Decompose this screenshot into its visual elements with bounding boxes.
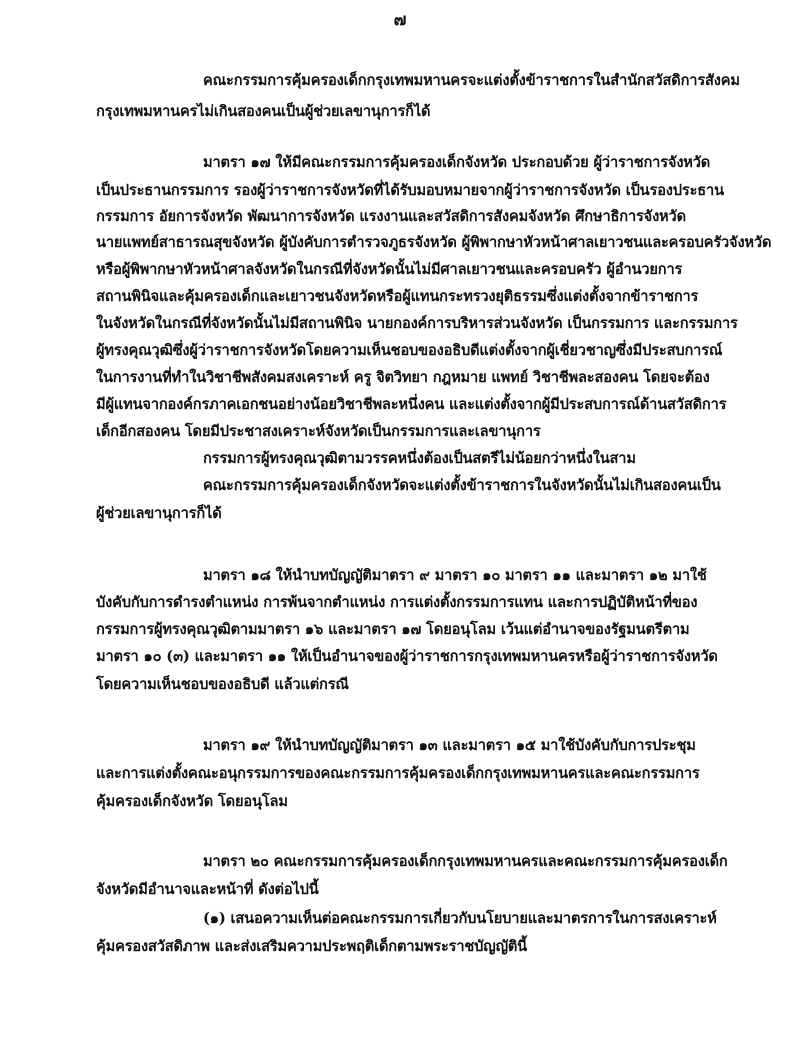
section-19-line-1: มาตรา ๑๙ ให้นำบทบัญญัติมาตรา ๑๓ และมาตรา ๑๕ มาใช้บังคับกับการประชุม: [203, 737, 696, 754]
section-17-line-11: เด็กอีกสองคน โดยมีประชาสงเคราะห์จังหวัดเป็นกรรมการและเลขานุการ: [96, 423, 541, 440]
assistant-secretary-line-2: ผู้ช่วยเลขานุการก็ได้: [96, 505, 222, 522]
section-20-line-1: มาตรา ๒๐ คณะกรรมการคุ้มครองเด็กกรุงเทพมหานครและคณะกรรมการคุ้มครองเด็ก: [203, 853, 728, 870]
section-18-line-2: บังคับกับการดำรงตำแหน่ง การพ้นจากตำแหน่ง การแต่งตั้งกรรมการแทน และการปฏิบัติหน้าที่ของ: [96, 594, 698, 611]
section-17-line-5: หรือผู้พิพากษาหัวหน้าศาลจังหวัดในกรณีที่จังหวัดนั้นไม่มีศาลเยาวชนและครอบครัว ผู้อำนวยการ: [96, 261, 683, 278]
section-20-line-2: จังหวัดมีอำนาจและหน้าที่ ดังต่อไปนี้: [96, 881, 319, 898]
section-17-line-8: ผู้ทรงคุณวุฒิซึ่งผู้ว่าราชการจังหวัดโดยความเห็นชอบของอธิบดีแต่งตั้งจากผู้เชี่ยวชาญซึ่งมีประสบการณ์: [96, 342, 723, 359]
page-number: ๗: [393, 10, 407, 30]
section-18-line-1: มาตรา ๑๘ ให้นำบทบัญญัติมาตรา ๙ มาตรา ๑๐ มาตรา ๑๑ และมาตรา ๑๒ มาใช้: [203, 567, 707, 584]
section-17-line-6: สถานพินิจและคุ้มครองเด็กและเยาวชนจังหวัดหรือผู้แทนกระทรวงยุติธรรมซึ่งแต่งตั้งจากข้าราชการ: [96, 288, 699, 305]
section-18-line-5: โดยความเห็นชอบของอธิบดี แล้วแต่กรณี: [96, 676, 349, 693]
section-17-line-1: มาตรา ๑๗ ให้มีคณะกรรมการคุ้มครองเด็กจังหวัด ประกอบด้วย ผู้ว่าราชการจังหวัด: [203, 154, 711, 171]
section-17-line-4: นายแพทย์สาธารณสุขจังหวัด ผู้บังคับการตำรวจภูธรจังหวัด ผู้พิพากษาหัวหน้าศาลเยาวชนและครอบครัวจังหวัด: [96, 234, 772, 251]
duty-1-line-1: (๑) เสนอความเห็นต่อคณะกรรมการเกี่ยวกับนโยบายและมาตรการในการสงเคราะห์: [203, 910, 717, 927]
paragraph-1-line-2: กรุงเทพมหานครไม่เกินสองคนเป็นผู้ช่วยเลขานุการก็ได้: [96, 103, 431, 120]
section-18-line-4: มาตรา ๑๐ (๓) และมาตรา ๑๑ ให้เป็นอำนาจของผู้ว่าราชการกรุงเทพมหานครหรือผู้ว่าราชการจังหวัด: [96, 648, 718, 665]
section-18-line-3: กรรมการผู้ทรงคุณวุฒิตามมาตรา ๑๖ และมาตรา ๑๗ โดยอนุโลม เว้นแต่อำนาจของรัฐมนตรีตาม: [96, 621, 690, 638]
female-quota-line: กรรมการผู้ทรงคุณวุฒิตามวรรคหนึ่งต้องเป็นสตรีไม่น้อยกว่าหนึ่งในสาม: [203, 450, 636, 467]
assistant-secretary-line-1: คณะกรรมการคุ้มครองเด็กจังหวัดจะแต่งตั้งข้าราชการในจังหวัดนั้นไม่เกินสองคนเป็น: [203, 477, 721, 494]
paragraph-1-line-1: คณะกรรมการคุ้มครองเด็กกรุงเทพมหานครจะแต่งตั้งข้าราชการในสำนักสวัสดิการสังคม: [203, 72, 740, 89]
section-19-line-3: คุ้มครองเด็กจังหวัด โดยอนุโลม: [96, 793, 288, 810]
duty-1-line-2: คุ้มครองสวัสดิภาพ และส่งเสริมความประพฤติเด็กตามพระราชบัญญัตินี้: [96, 938, 528, 955]
section-17-line-7: ในจังหวัดในกรณีที่จังหวัดนั้นไม่มีสถานพินิจ นายกองค์การบริหารส่วนจังหวัด เป็นกรรมการ และกรรมการ: [96, 315, 738, 332]
section-17-line-3: กรรมการ อัยการจังหวัด พัฒนาการจังหวัด แรงงานและสวัสดิการสังคมจังหวัด ศึกษาธิการจังหวัด: [96, 208, 686, 225]
section-17-line-2: เป็นประธานกรรมการ รองผู้ว่าราชการจังหวัดที่ได้รับมอบหมายจากผู้ว่าราชการจังหวัด เป็นรองประธาน: [96, 182, 724, 199]
section-17-line-10: มีผู้แทนจากองค์กรภาคเอกชนอย่างน้อยวิชาชีพละหนึ่งคน และแต่งตั้งจากผู้มีประสบการณ์ด้านสวัสดิการ: [96, 396, 727, 413]
section-19-line-2: และการแต่งตั้งคณะอนุกรรมการของคณะกรรมการคุ้มครองเด็กกรุงเทพมหานครและคณะกรรมการ: [96, 765, 700, 782]
section-17-line-9: ในการงานที่ทำในวิชาชีพสังคมสงเคราะห์ ครู จิตวิทยา กฎหมาย แพทย์ วิชาชีพละสองคน โดยจะต้อง: [96, 369, 710, 386]
